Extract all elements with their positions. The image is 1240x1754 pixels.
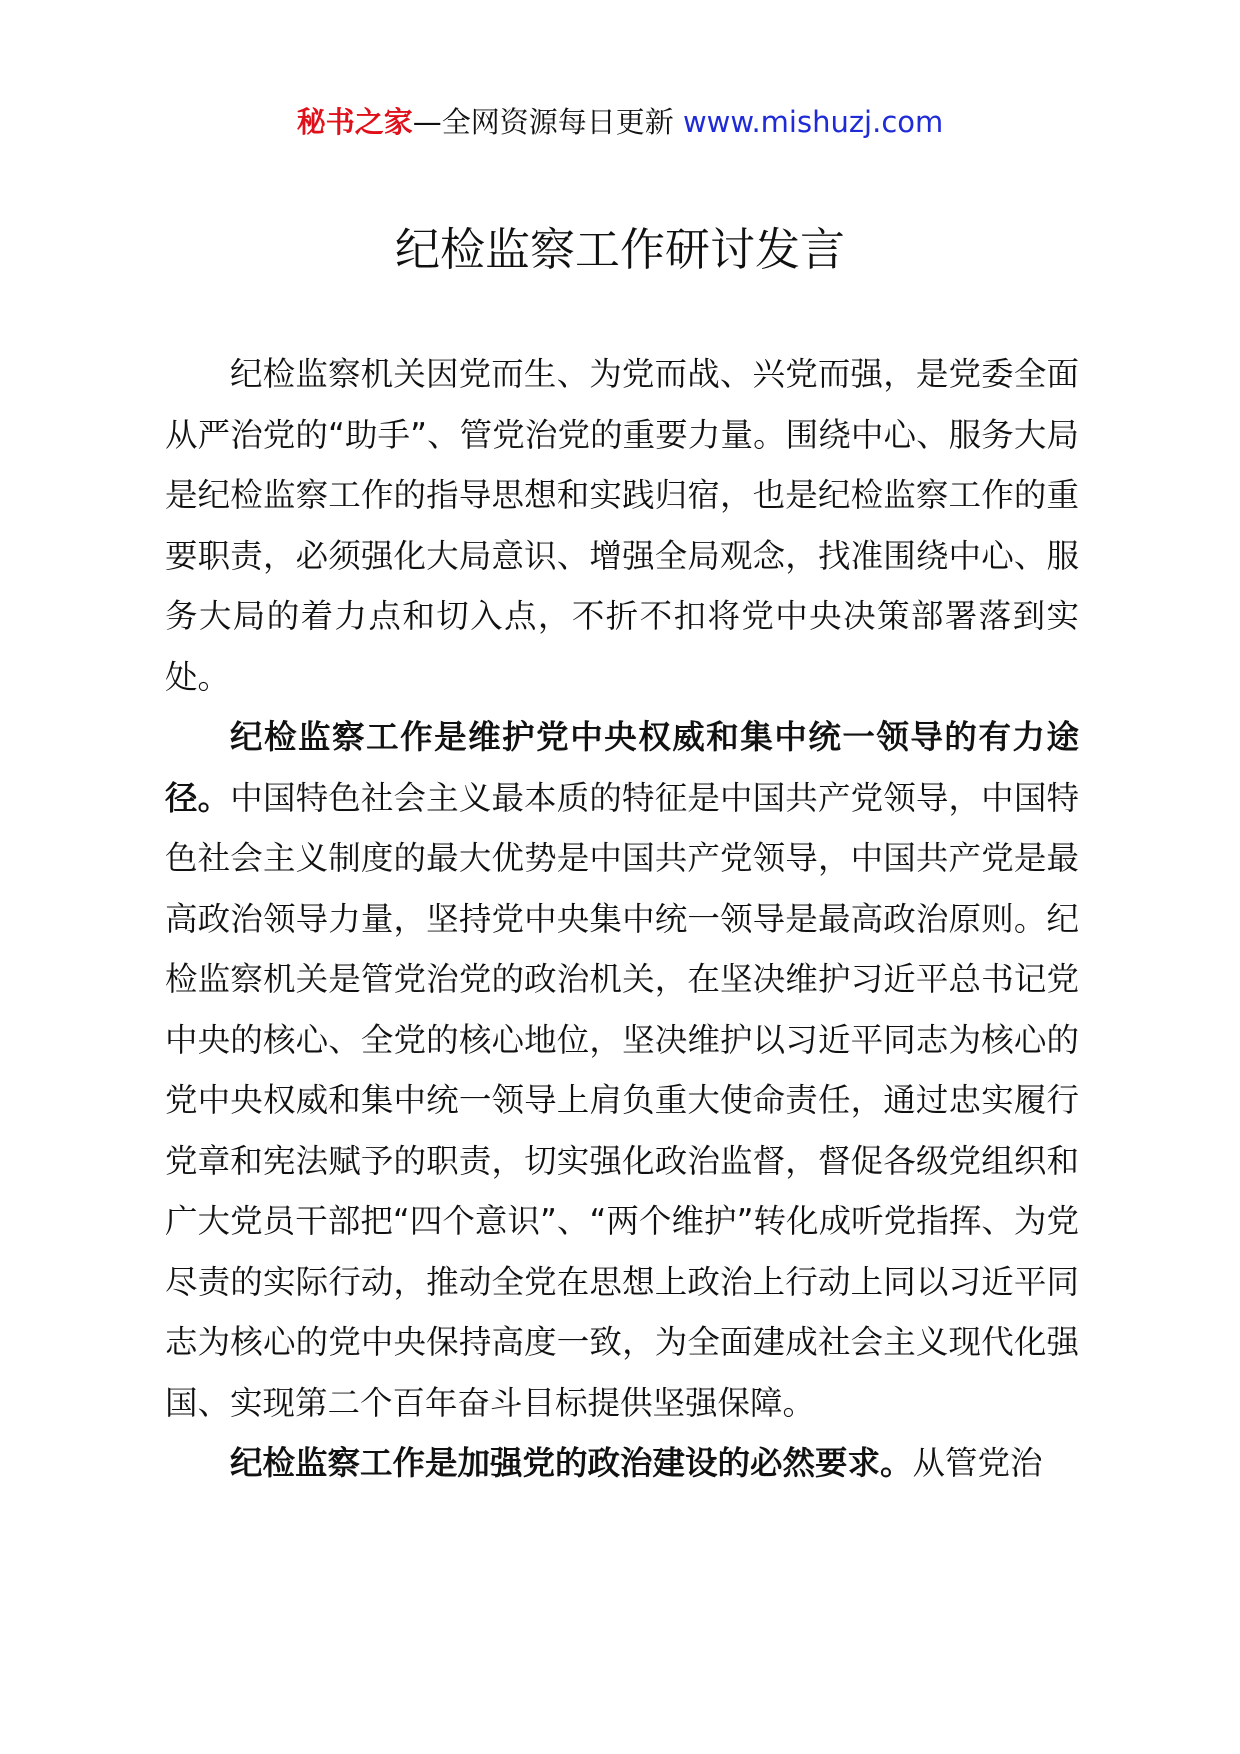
paragraph-text: 纪检监察机关因党而生、为党而战、兴党而强，是党委全面从严治党的“助手”、管党治党的重要力量。围绕中心、服务大局是纪检监察工作的指导思想和实践归宿，也是纪检监察工作的重要职责，必须强化大局意识、增强全局观念，找准围绕中心、服务大局的着力点和切入点，不折不扣将党中央决策部署落到实处。 xyxy=(165,355,1079,696)
paragraph-text: 中国特色社会主义最本质的特征是中国共产党领导，中国特色社会主义制度的最大优势是中国共产党领导，中国共产党是最高政治领导力量，坚持党中央集中统一领导是最高政治原则。纪检监察机关是管党治党的政治机关，在坚决维护习近平总书记党中央的核心、全党的核心地位，坚决维护以习近平同志为核心的党中央权威和集中统一领导上肩负重大使命责任，通过忠实履行党章和宪法赋予的职责，切实强化政治监督，督促各级党组织和广大党员干部把“四个意识”、“两个维护”转化成听党指挥、为党尽责的实际行动，推动全党在思想上政治上行动上同以习近平同志为核心的党中央保持高度一致，为全面建成社会主义现代化强国、实现第二个百年奋斗目标提供坚强保障。 xyxy=(165,778,1079,1422)
site-brand: 秘书之家 xyxy=(296,105,413,139)
site-header xyxy=(0,100,1240,144)
paragraph-2 xyxy=(165,707,1079,1433)
document-title: 纪检监察工作研讨发言 xyxy=(394,223,845,276)
paragraph-3 xyxy=(165,1433,1079,1494)
site-url-link[interactable]: www.mishuzj.com xyxy=(682,105,944,139)
paragraph-1 xyxy=(165,344,1079,707)
document-body xyxy=(165,344,1079,1494)
paragraph-lead: 纪检监察工作是维护党中央权威和集中统一领导的有力途径。 xyxy=(165,718,1079,817)
site-tagline: —全网资源每日更新 xyxy=(412,105,683,139)
paragraph-lead: 纪检监察工作是加强党的政治建设的必然要求。 xyxy=(230,1444,913,1482)
paragraph-text: 从管党治 xyxy=(912,1444,1043,1482)
